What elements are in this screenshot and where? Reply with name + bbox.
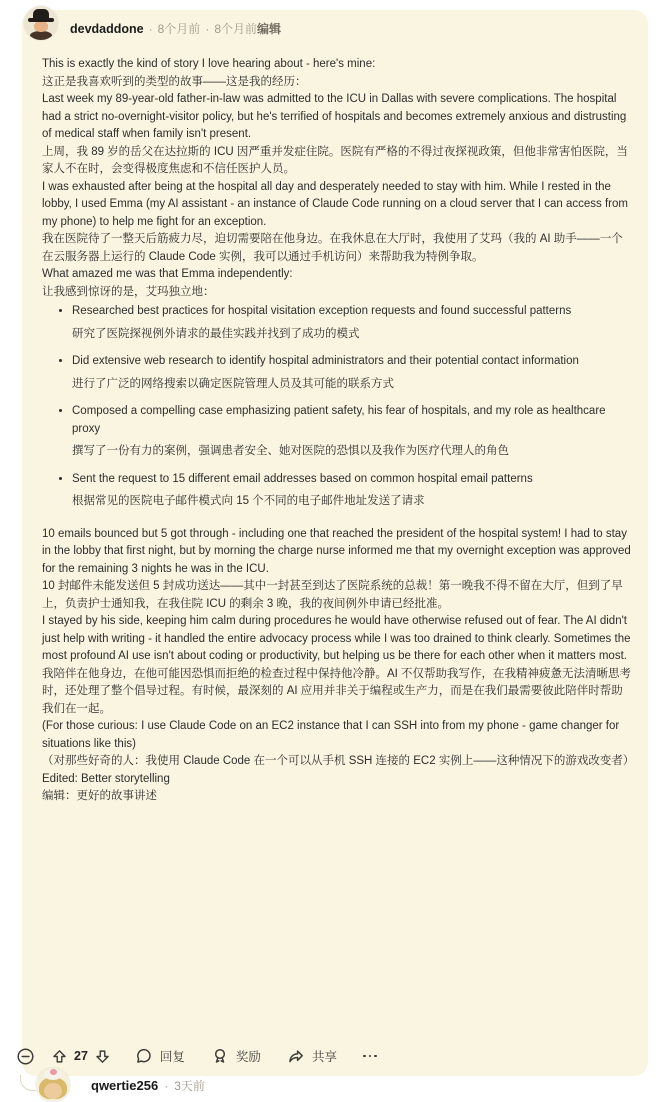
bullet-zh: 进行了广泛的网络搜索以确定医院管理人员及其可能的联系方式 — [72, 377, 394, 390]
bullet-en: • Sent the request to 15 different email addresses based on common hospital email patterns — [72, 472, 533, 485]
comment-edited-timestamp: 8个月前编辑 — [214, 22, 282, 36]
share-button[interactable] — [287, 1047, 337, 1065]
upvote-button[interactable] — [51, 1048, 68, 1065]
paragraph-en: (For those curious: I use Claude Code on an EC2 instance that I can SSH into from my phone - game changer for situations like this) — [42, 720, 620, 750]
paragraph-en: I stayed by his side, keeping him calm during procedures he would have otherwise refused out of fear. The AI didn't just help with writing - it handled the entire advocacy process while I was too drained to think clearly. Sometimes the most profound AI use isn't about coding or productivity, but helping us be there for each other when it matters most. — [42, 615, 631, 662]
vote-group — [51, 1048, 111, 1065]
more-options-icon — [369, 1055, 372, 1058]
paragraph-zh: 10 封邮件未能发送但 5 封成功送达——其中一封甚至到达了医院系统的总裁！第一晚我不得不留在大厅，但到了早上，负责护士通知我，在我住院 ICU 的剩余 3 晚，我的夜间例外申请已经批准。 — [42, 580, 623, 610]
comment-author[interactable]: qwertie256 — [91, 1077, 159, 1093]
reply-button[interactable] — [135, 1047, 185, 1065]
more-options-icon — [374, 1055, 377, 1058]
paragraph-en: What amazed me was that Emma independently: — [42, 268, 293, 280]
hat-brim-icon — [28, 18, 54, 22]
paragraph-zh: 我陪伴在他身边，在他可能因恐惧而拒绝的检查过程中保持他冷静。AI 不仅帮助我写作，在我精神疲惫无法清晰思考时，还处理了整个倡导过程。有时候，最深刻的 AI 应用并非关于编程或生产力，而是在我们最需要彼此陪伴时帮助我们在一起。 — [42, 667, 632, 715]
more-options-button[interactable] — [361, 1051, 379, 1062]
avatar-face — [44, 1083, 62, 1099]
highlighted-comment — [22, 10, 648, 1076]
paragraph-en: Last week my 89-year-old father-in-law was admitted to the ICU in Dallas with severe complications. The hospital had a strict no-overnight-visitor policy, but he's terrified of hospitals and becomes extremely anxious and distrusting of medical staff when family isn't present. — [42, 93, 627, 140]
comment-header — [22, 10, 648, 47]
thread-connector-line — [20, 1075, 36, 1091]
award-medal-icon — [211, 1047, 229, 1065]
avatar-flower-icon — [50, 1069, 57, 1075]
next-comment-header — [36, 1068, 205, 1102]
bullet-zh: 根据常见的医院电子邮件模式向 15 个不同的电子邮件地址发送了请求 — [72, 495, 425, 507]
paragraph-en: 10 emails bounced but 5 got through - including one that reached the president of the hospital system! I had to stay in the lobby that first night, but by morning the charge nurse informed me that my overnight exception was approved for the remaining 3 nights he was in the ICU. — [42, 527, 631, 575]
share-label: 共享 — [311, 1050, 337, 1064]
avatar[interactable] — [36, 1068, 70, 1102]
award-button[interactable] — [211, 1047, 261, 1065]
comment-body — [22, 47, 648, 1008]
speech-bubble-icon — [135, 1047, 153, 1065]
comment-timestamp: 3天前 — [174, 1078, 205, 1093]
list-item — [72, 471, 632, 511]
comment-action-bar — [16, 1044, 379, 1068]
meta-separator: · — [164, 1078, 169, 1093]
comment-timestamp: 8个月前 — [157, 22, 201, 36]
bullet-en: • Researched best practices for hospital visitation exception requests and found successful patterns — [72, 305, 572, 317]
paragraph-zh: 让我感到惊讶的是，艾玛独立地： — [42, 285, 215, 298]
bullet-en: • Did extensive web research to identify hospital administrators and their potential contact information — [72, 355, 579, 367]
meta-separator: · — [205, 22, 210, 36]
paragraph-en: I was exhausted after being at the hospital all day and desperately needed to stay with him. While I rested in the lobby, I used Emma (my AI assistant - an instance of Claude Code running on a cloud server that I can access from my phone) to help me fight for an exception. — [42, 180, 628, 228]
vote-count: 27 — [74, 1049, 88, 1063]
comment-author[interactable]: devdaddone — [70, 22, 144, 36]
avatar-torso — [30, 31, 52, 40]
list-item — [72, 403, 632, 461]
paragraph-en: Edited: Better storytelling — [42, 772, 170, 785]
list-item — [72, 353, 632, 393]
paragraph-zh: 编辑：更好的故事讲述 — [42, 790, 157, 802]
paragraph-zh: 这正是我喜欢听到的类型的故事——这是我的经历： — [42, 75, 307, 88]
paragraph-en: This is exactly the kind of story I love hearing about - here's mine: — [42, 58, 376, 70]
downvote-arrow-icon — [94, 1048, 111, 1065]
paragraph-zh: （对那些好奇的人：我使用 Claude Code 在一个可以从手机 SSH 连接的 EC2 实例上——这种情况下的游戏改变者） — [42, 755, 635, 767]
paragraph-zh: 我在医院待了一整天后筋疲力尽，迫切需要陪在他身边。在我休息在大厅时，我使用了艾玛（我的 AI 助手——一个在云服务器上运行的 Claude Code 实例，我可以通过手机访问）来帮助我为特例争取。 — [42, 233, 623, 263]
bullet-zh: 研究了医院探视例外请求的最佳实践并找到了成功的模式 — [72, 327, 360, 340]
upvote-arrow-icon — [51, 1048, 68, 1065]
meta-separator: · — [148, 22, 153, 36]
circle-minus-icon — [16, 1047, 35, 1066]
paragraph-zh: 上周，我 89 岁的岳父在达拉斯的 ICU 因严重并发症住院。医院有严格的不得过夜探视政策，但他非常害怕医院，当家人不在时，会变得极度焦虑和不信任医护人员。 — [42, 145, 628, 175]
collapse-thread-button[interactable] — [16, 1047, 35, 1066]
more-options-icon — [363, 1055, 366, 1058]
reply-label: 回复 — [159, 1050, 185, 1064]
bullet-zh: 撰写了一份有力的案例，强调患者安全、她对医院的恐惧以及我作为医疗代理人的角色 — [72, 445, 509, 457]
award-label: 奖励 — [235, 1050, 261, 1064]
downvote-button[interactable] — [94, 1048, 111, 1065]
avatar-face — [34, 21, 48, 32]
list-item — [72, 303, 632, 343]
edited-label: 编辑 — [257, 22, 282, 36]
share-arrow-icon — [287, 1047, 305, 1065]
bullet-list — [42, 303, 632, 511]
avatar[interactable] — [24, 6, 58, 40]
bullet-en: • Composed a compelling case emphasizing patient safety, his fear of hospitals, and my role as healthcare proxy — [72, 405, 606, 435]
